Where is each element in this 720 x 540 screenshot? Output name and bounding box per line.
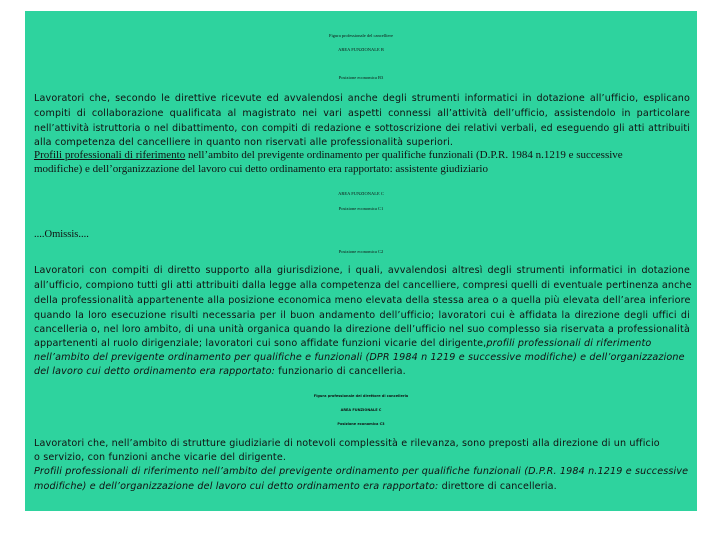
section-c3-para-line: Lavoratori che, nell’ambito di strutture giudiziarie di notevoli complessità e rilevanza, sono preposti alla direzione di un ufficio: [34, 438, 660, 449]
section-b-para-line: alla competenza del cancelliere in quanto non riservati alle professionalità superiori.: [34, 137, 454, 148]
section-c-position-c2: Posizione economica C2: [338, 249, 384, 254]
section-b-title: Figura professionale del cancelliere: [328, 33, 394, 38]
ref-text: nell’ambito del previgente ordinamento per qualifiche funzionali (D.P.R. 1984 n.1219 e successive: [185, 149, 623, 161]
section-b-para-line: Lavoratori che, secondo le direttive ricevute ed avvalendosi anche degli strumenti informatici in dotazione all’ufficio, esplicano: [34, 93, 690, 104]
line8-rest: funzionario di cancelleria.: [275, 366, 406, 377]
section-c-para-line: cancelleria o, nel loro ambito, di una unità organica quando la direzione dell’ufficio nel suo complesso sia riservata a professionalità: [34, 324, 690, 335]
section-b-para-line: compiti di collaborazione qualificata al magistrato nei vari aspetti connessi all’attività dell’ufficio, assistendolo in particolare: [34, 108, 690, 119]
section-c3-area: AREA FUNZIONALE C: [340, 408, 382, 412]
section-c-para-line: quando la loro esecuzione risulti necessaria per il buon andamento dell’ufficio; lavoratori cui è affidata la direzione degli uffici di: [34, 310, 690, 321]
section-b-ref-line: [34, 149, 623, 161]
section-c3-italic-line2: [34, 481, 557, 492]
para-line6-italic: profili professionali di riferimento: [486, 338, 652, 349]
section-c-position-c1: Posizione economica C1: [338, 206, 384, 211]
section-c3-para-line: o servizio, con funzioni anche vicarie del dirigente.: [34, 452, 287, 463]
section-b-ref-line2: modifiche) e dell’organizzazione del lavoro cui detto ordinamento era rapportato: assistente giudiziario: [34, 163, 488, 175]
section-c-italic-line8: [34, 366, 406, 377]
c3-line2-rest: direttore di cancelleria.: [438, 481, 557, 492]
section-c3-position: Posizione economica C3: [337, 422, 385, 426]
section-c-italic-line: nell’ambito del previgente ordinamento per qualifiche e funzionali (DPR 1984 n 1219 e successive modifiche) e dell’organizzazione: [34, 352, 685, 363]
section-b-area: AREA FUNZIONALE B: [338, 47, 384, 52]
para-line6-text: appartenenti al ruolo dirigenziale; lavoratori cui sono affidate funzioni vicarie del dirigente,: [34, 338, 487, 349]
slide: [25, 11, 697, 511]
section-c3-italic-line: Profili professionali di riferimento nell’ambito del previgente ordinamento per qualifiche funzionali (D.P.R. 1984 n.1219 e successive: [34, 466, 689, 477]
c3-italic-line2: modifiche) e dell’organizzazione del lavoro cui detto ordinamento era rapportato:: [34, 481, 439, 492]
section-c-para-line: della professionalità appartenente alla posizione economica meno elevata della stessa area o a quella più elevata dell’area inferiore: [34, 295, 691, 306]
omissis: ....Omissis....: [34, 229, 89, 240]
italic-line8: del lavoro cui detto ordinamento era rapportato:: [34, 366, 276, 377]
ref-label: Profili professionali di riferimento: [34, 149, 186, 161]
section-c-para-line: Lavoratori con compiti di diretto supporto alla giurisdizione, i quali, avvalendosi altresì degli strumenti informatici in dotazione: [34, 265, 690, 276]
section-c3-title: Figura professionale del direttore di cancelleria: [313, 394, 409, 398]
section-c-area: AREA FUNZIONALE C: [338, 191, 384, 196]
section-c-para-line6: [34, 338, 651, 349]
section-b-position: Posizione economica B3: [338, 75, 384, 80]
section-b-para-line: nell’attività istruttoria o nel dibattimento, con compiti di redazione e sottoscrizione dei relativi verbali, ed eseguendo gli atti attribuiti: [34, 123, 690, 134]
section-c-para-line: all’ufficio, compiono tutti gli atti attribuiti dalla legge alla competenza del cancelliere, compresi quelli di eventuale pertinenza anche: [34, 280, 692, 291]
